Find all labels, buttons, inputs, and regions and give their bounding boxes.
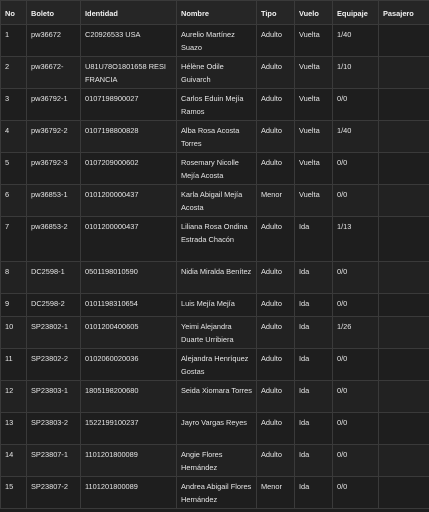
- cell-equipaje: 1/10: [333, 57, 379, 89]
- cell-tipo: Adulto: [257, 381, 295, 413]
- cell-equipaje: 1/40: [333, 25, 379, 57]
- cell-nombre: Yeimi Alejandra Duarte Urribiera: [177, 317, 257, 349]
- table-row[interactable]: [1, 381, 429, 413]
- cell-nombre: Hélène Odile Guivarch: [177, 57, 257, 89]
- cell-equipaje: 0/0: [333, 185, 379, 217]
- cell-vuelo: Vuelta: [295, 25, 333, 57]
- cell-nombre: Andrea Abigail Flores Hernández: [177, 477, 257, 509]
- cell-pasajero: [379, 89, 429, 121]
- cell-pasajero: [379, 381, 429, 413]
- cell-identidad: 1522199100237: [81, 413, 177, 445]
- cell-equipaje: 0/0: [333, 381, 379, 413]
- cell-pasajero: [379, 445, 429, 477]
- cell-boleto: SP23802-1: [27, 317, 81, 349]
- cell-boleto: pw36792-3: [27, 153, 81, 185]
- cell-pasajero: [379, 57, 429, 89]
- cell-no: 6: [1, 185, 27, 217]
- cell-nombre: Nidia Miralda Benítez: [177, 262, 257, 294]
- cell-equipaje: 0/0: [333, 89, 379, 121]
- cell-identidad: 0101200000437: [81, 217, 177, 262]
- cell-nombre: Jayro Vargas Reyes: [177, 413, 257, 445]
- cell-identidad: 0101198310654: [81, 294, 177, 317]
- cell-equipaje: 0/0: [333, 153, 379, 185]
- cell-vuelo: Ida: [295, 445, 333, 477]
- cell-equipaje: 0/0: [333, 349, 379, 381]
- cell-equipaje: 1/26: [333, 317, 379, 349]
- table-body: [1, 25, 429, 509]
- cell-vuelo: Ida: [295, 349, 333, 381]
- table-row[interactable]: [1, 262, 429, 294]
- cell-tipo: Adulto: [257, 262, 295, 294]
- cell-identidad: 0107209000602: [81, 153, 177, 185]
- cell-vuelo: Ida: [295, 477, 333, 509]
- cell-tipo: Menor: [257, 185, 295, 217]
- cell-pasajero: [379, 294, 429, 317]
- cell-pasajero: [379, 477, 429, 509]
- table-row[interactable]: [1, 477, 429, 509]
- cell-equipaje: 0/0: [333, 413, 379, 445]
- cell-identidad: 0101200400605: [81, 317, 177, 349]
- header-pasajero[interactable]: Pasajero: [379, 1, 429, 25]
- cell-boleto: SP23802-2: [27, 349, 81, 381]
- cell-equipaje: 1/40: [333, 121, 379, 153]
- table-row[interactable]: [1, 317, 429, 349]
- cell-boleto: DC2598-2: [27, 294, 81, 317]
- header-boleto[interactable]: Boleto: [27, 1, 81, 25]
- cell-identidad: U81U78O1801658 RESI FRANCIA: [81, 57, 177, 89]
- cell-boleto: DC2598-1: [27, 262, 81, 294]
- cell-pasajero: [379, 413, 429, 445]
- cell-identidad: 0107198900027: [81, 89, 177, 121]
- cell-vuelo: Vuelta: [295, 89, 333, 121]
- header-no[interactable]: No: [1, 1, 27, 25]
- cell-no: 12: [1, 381, 27, 413]
- cell-no: 11: [1, 349, 27, 381]
- table-row[interactable]: [1, 25, 429, 57]
- table-row[interactable]: [1, 217, 429, 262]
- cell-vuelo: Vuelta: [295, 153, 333, 185]
- cell-vuelo: Ida: [295, 317, 333, 349]
- cell-no: 15: [1, 477, 27, 509]
- cell-identidad: 0501198010590: [81, 262, 177, 294]
- cell-equipaje: 0/0: [333, 477, 379, 509]
- cell-tipo: Adulto: [257, 317, 295, 349]
- cell-identidad: 1101201800089: [81, 477, 177, 509]
- cell-tipo: Adulto: [257, 121, 295, 153]
- cell-nombre: Alba Rosa Acosta Torres: [177, 121, 257, 153]
- cell-equipaje: 0/0: [333, 262, 379, 294]
- cell-boleto: pw36672: [27, 25, 81, 57]
- cell-pasajero: [379, 217, 429, 262]
- cell-tipo: Adulto: [257, 445, 295, 477]
- cell-boleto: SP23807-1: [27, 445, 81, 477]
- cell-no: 13: [1, 413, 27, 445]
- cell-no: 4: [1, 121, 27, 153]
- cell-tipo: Adulto: [257, 294, 295, 317]
- table-row[interactable]: [1, 57, 429, 89]
- cell-nombre: Carlos Eduin Mejía Ramos: [177, 89, 257, 121]
- cell-identidad: 0101200000437: [81, 185, 177, 217]
- cell-pasajero: [379, 349, 429, 381]
- cell-vuelo: Ida: [295, 413, 333, 445]
- table-row[interactable]: [1, 185, 429, 217]
- table-row[interactable]: [1, 153, 429, 185]
- cell-nombre: Liliana Rosa Ondina Estrada Chacón: [177, 217, 257, 262]
- table-header: [1, 1, 429, 25]
- cell-identidad: 0102060020036: [81, 349, 177, 381]
- table-row[interactable]: [1, 89, 429, 121]
- cell-pasajero: [379, 262, 429, 294]
- cell-pasajero: [379, 185, 429, 217]
- cell-boleto: pw36853-1: [27, 185, 81, 217]
- cell-boleto: pw36792-1: [27, 89, 81, 121]
- cell-identidad: 1805198200680: [81, 381, 177, 413]
- cell-boleto: SP23807-2: [27, 477, 81, 509]
- cell-pasajero: [379, 317, 429, 349]
- cell-no: 9: [1, 294, 27, 317]
- table-row[interactable]: [1, 413, 429, 445]
- cell-tipo: Adulto: [257, 89, 295, 121]
- header-equipaje[interactable]: Equipaje: [333, 1, 379, 25]
- header-nombre[interactable]: Nombre: [177, 1, 257, 25]
- cell-vuelo: Ida: [295, 262, 333, 294]
- table-row[interactable]: [1, 121, 429, 153]
- header-row: [1, 1, 429, 25]
- cell-pasajero: [379, 121, 429, 153]
- cell-no: 7: [1, 217, 27, 262]
- cell-nombre: Aurelio Martínez Suazo: [177, 25, 257, 57]
- cell-nombre: Rosemary Nicolle Mejía Acosta: [177, 153, 257, 185]
- cell-no: 2: [1, 57, 27, 89]
- table-row[interactable]: [1, 445, 429, 477]
- header-identidad[interactable]: Identidad: [81, 1, 177, 25]
- table-row[interactable]: [1, 294, 429, 317]
- table-row[interactable]: [1, 349, 429, 381]
- cell-tipo: Menor: [257, 477, 295, 509]
- cell-nombre: Seida Xiomara Torres: [177, 381, 257, 413]
- cell-boleto: SP23803-2: [27, 413, 81, 445]
- cell-boleto: pw36792-2: [27, 121, 81, 153]
- cell-no: 3: [1, 89, 27, 121]
- cell-nombre: Karla Abigail Mejía Acosta: [177, 185, 257, 217]
- cell-no: 1: [1, 25, 27, 57]
- cell-vuelo: Ida: [295, 217, 333, 262]
- header-tipo[interactable]: Tipo: [257, 1, 295, 25]
- cell-no: 8: [1, 262, 27, 294]
- cell-tipo: Adulto: [257, 25, 295, 57]
- cell-nombre: Alejandra Henríquez Gostas: [177, 349, 257, 381]
- cell-pasajero: [379, 25, 429, 57]
- cell-vuelo: Ida: [295, 381, 333, 413]
- cell-no: 10: [1, 317, 27, 349]
- cell-equipaje: 0/0: [333, 445, 379, 477]
- header-vuelo[interactable]: Vuelo: [295, 1, 333, 25]
- cell-vuelo: Vuelta: [295, 57, 333, 89]
- cell-boleto: pw36672-: [27, 57, 81, 89]
- cell-vuelo: Vuelta: [295, 185, 333, 217]
- cell-tipo: Adulto: [257, 349, 295, 381]
- cell-nombre: Luis Mejía Mejía: [177, 294, 257, 317]
- cell-equipaje: 1/13: [333, 217, 379, 262]
- cell-pasajero: [379, 153, 429, 185]
- cell-vuelo: Ida: [295, 294, 333, 317]
- cell-tipo: Adulto: [257, 413, 295, 445]
- cell-identidad: C20926533 USA: [81, 25, 177, 57]
- cell-identidad: 0107198800828: [81, 121, 177, 153]
- cell-vuelo: Vuelta: [295, 121, 333, 153]
- cell-equipaje: 0/0: [333, 294, 379, 317]
- cell-boleto: SP23803-1: [27, 381, 81, 413]
- cell-tipo: Adulto: [257, 57, 295, 89]
- cell-identidad: 1101201800089: [81, 445, 177, 477]
- cell-no: 14: [1, 445, 27, 477]
- cell-tipo: Adulto: [257, 153, 295, 185]
- cell-tipo: Adulto: [257, 217, 295, 262]
- cell-boleto: pw36853-2: [27, 217, 81, 262]
- cell-nombre: Angie Flores Hernández: [177, 445, 257, 477]
- cell-no: 5: [1, 153, 27, 185]
